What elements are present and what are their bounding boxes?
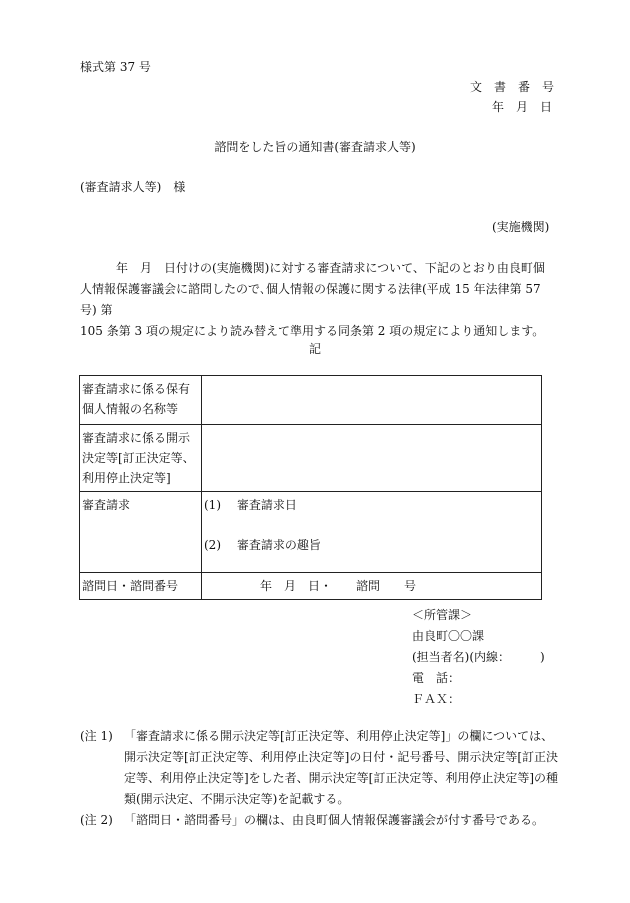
body-line-2: 人情報保護審議会に諮問したので､個人情報の保護に関する法律(平成 15 年法律第 57 号) 第 xyxy=(80,282,541,317)
label-personal-info-name: 審査請求に係る保有個人情報の名称等 xyxy=(80,376,202,425)
contact-person: (担当者名)(内線： ) xyxy=(412,650,545,664)
contact-section: ＜所管課＞ xyxy=(412,608,473,622)
value-request xyxy=(202,492,542,573)
contact-department: 由良町〇〇課 xyxy=(412,629,485,643)
request-purpose-item: (2) 審査請求の趣旨 xyxy=(204,538,321,552)
label-disclosure-decision: 審査請求に係る開示決定等[訂正決定等、利用停止決定等] xyxy=(80,425,202,492)
value-personal-info-name xyxy=(202,376,542,425)
note-1-text: 「審査請求に係る開示決定等[訂正決定等、利用停止決定等]」の欄については、開示決定等[訂正決定等、利用停止決定等]の日付・記号番号、開示決定等[訂正決定等、利用停止決定等]をした者、開示決定等[訂正決定等、利用停止決定等]の種類(開示決定、不開示決定等)を記載する。 xyxy=(124,729,559,806)
form-number: 様式第 37 号 xyxy=(80,60,151,74)
ki-heading: 記 xyxy=(308,342,321,356)
issuing-agency: (実施機関) xyxy=(492,220,550,234)
value-inquiry-date-number xyxy=(202,573,542,600)
notes xyxy=(80,726,560,831)
document-date: 年 月 日 xyxy=(492,100,553,114)
request-date-item: (1) 審査請求日 xyxy=(204,498,297,512)
table-row xyxy=(80,492,542,573)
contact-block xyxy=(412,605,572,710)
body-line-1: 年 月 日付けの(実施機関)に対する審査請求について、下記のとおり由良町個 xyxy=(80,261,545,275)
page-title: 諮問をした旨の通知書(審査請求人等) xyxy=(214,140,416,154)
note-2 xyxy=(80,810,560,831)
contact-fax: ＦＡＸ： xyxy=(412,692,461,706)
note-1-label: (注 1) xyxy=(80,729,113,743)
info-table xyxy=(79,375,542,600)
value-disclosure-decision xyxy=(202,425,542,492)
notice-body xyxy=(80,258,550,342)
note-2-text: 「諮問日・諮問番号」の欄は、由良町個人情報保護審議会が付す番号である。 xyxy=(124,813,545,827)
label-request: 審査請求 xyxy=(80,492,202,573)
label-inquiry-date-number: 諮問日・諮問番号 xyxy=(80,573,202,600)
addressee: (審査請求人等) 様 xyxy=(80,180,186,194)
table-row xyxy=(80,376,542,425)
note-1 xyxy=(80,726,560,810)
document-number: 文 書 番 号 xyxy=(470,80,555,94)
contact-phone: 電 話： xyxy=(412,671,461,685)
body-line-3: 105 条第 3 項の規定により読み替えて準用する同条第 2 項の規定により通知します。 xyxy=(80,324,545,338)
table-row xyxy=(80,425,542,492)
table-row xyxy=(80,573,542,600)
note-2-label: (注 2) xyxy=(80,813,113,827)
inquiry-date-number-text: 年 月 日・ 諮問 号 xyxy=(260,579,417,593)
